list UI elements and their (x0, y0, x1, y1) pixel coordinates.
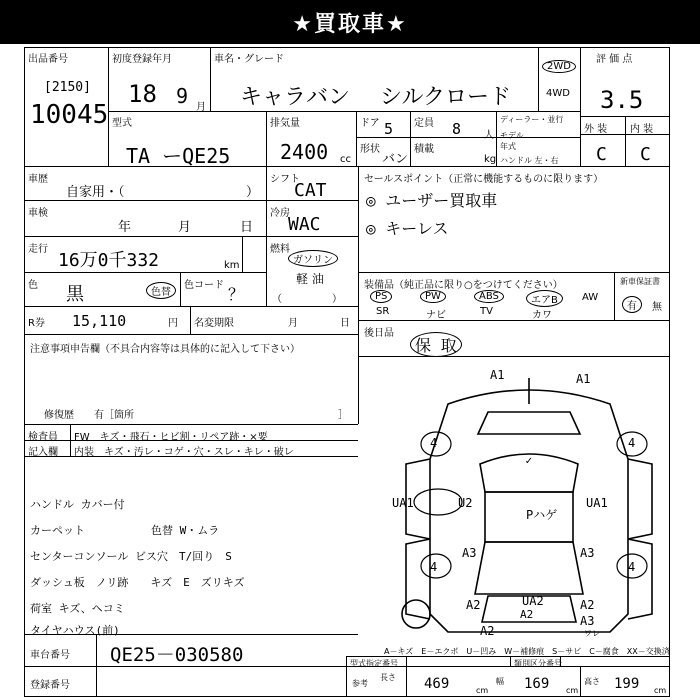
shift-value: CAT (294, 180, 327, 201)
car-type-value: 自家用・（ (66, 185, 125, 200)
mark-4-br: 4 (628, 560, 636, 574)
dealer-handle-label: ハンドル 左・右 (500, 156, 559, 165)
drive-2wd: 2WD (542, 60, 576, 73)
warranty-no: 無 (652, 302, 662, 313)
car-name-label: 車名・グレード (214, 54, 284, 65)
chassis-label: 車台番号 (30, 650, 70, 661)
selling-point-1: ◎ ユーザー買取車 (366, 191, 498, 210)
width-unit: cm (566, 686, 579, 695)
interior-label: 内 装 (630, 124, 654, 135)
damage-legend: A－キズ E－エクボ U－凹み W－補修痕 S－サビ C－腐食 XX－交換済 (384, 647, 670, 656)
color-value: 黒 (66, 284, 84, 305)
equip-kawa: カワ (532, 310, 552, 321)
drive-4wd: 4WD (546, 88, 570, 99)
class-label: 類別区分番号 (514, 659, 562, 668)
first-reg-month-unit: 月 (196, 102, 206, 113)
mark-ua1-right: UA1 (586, 496, 608, 510)
doors-value: 5 (384, 120, 394, 138)
chassis-value: QE25－030580 (110, 644, 244, 666)
note-line-5: 荷室 キズ、ヘコミ (30, 602, 125, 615)
equip-navi: ナビ (426, 310, 446, 321)
shift-label: シフト (270, 174, 300, 185)
lot-label: 出品番号 (28, 54, 68, 65)
equip-abs: ABS (474, 290, 504, 303)
equipment-label: 装備品（純正品に限り○をつけてください） (364, 280, 563, 291)
mark-u2: U2 (458, 496, 473, 510)
inspection-year: 年 (118, 220, 132, 235)
change-deadline-day: 日 (340, 318, 350, 329)
height-label: 高さ (584, 677, 600, 686)
score-value: 3.5 (600, 86, 644, 114)
note-line-6: タイヤハウス(前) (30, 624, 120, 637)
first-reg-month: 9 (176, 84, 189, 108)
height-value: 199 (614, 676, 640, 692)
length-label: 長さ (380, 673, 396, 682)
equip-airbag: エアB (526, 290, 563, 307)
fuel-diesel: 軽 油 (296, 272, 324, 286)
fuel-paren: （ ） (272, 294, 342, 305)
color-change: 色替 (146, 282, 176, 299)
height-unit: cm (654, 686, 667, 695)
spec-ref: 参考 (352, 679, 368, 688)
color-code-label: 色コード (184, 280, 224, 291)
lot-code: [2150] (44, 80, 91, 95)
car-name: キャラバン (240, 85, 351, 110)
mark-a3-bottom: A3 (580, 614, 595, 628)
equip-aw: AW (582, 292, 599, 303)
mark-a2-left: A2 (466, 598, 481, 612)
width-value: 169 (524, 676, 550, 692)
payload-unit: kg (484, 154, 497, 165)
mark-a2-bottom: A2 (480, 624, 495, 638)
interior-grade: C (640, 144, 651, 165)
equip-tv: TV (480, 306, 493, 317)
color-code-value: ？ (228, 285, 245, 304)
later-items-label: 後日品 (364, 328, 394, 339)
warranty-yes: 有 (622, 296, 642, 313)
inspector-label: 検査員 (28, 432, 58, 443)
note-line-1: ハンドル カバー付 (30, 498, 125, 511)
selling-point-2-text: キーレス (385, 219, 449, 238)
inspector-marks: FW キズ・飛石・ヒビ割・リペア跡・×要 (74, 432, 268, 443)
doors-label: ドア (360, 118, 380, 129)
note-line-2: カーペット 色替 W・ムラ (30, 524, 220, 537)
first-reg-label: 初度登録年月 (112, 54, 172, 65)
recorder-label: 記入欄 (28, 447, 58, 458)
change-deadline-month: 月 (288, 318, 298, 329)
mark-ware: ワレ (584, 629, 600, 638)
mark-a2-center: A2 (520, 608, 534, 621)
car-grade: シルクロード (380, 85, 512, 110)
warranty-label: 新車保証書 (620, 277, 660, 286)
fuel-gasoline: ガソリン (288, 250, 338, 267)
width-label: 幅 (496, 677, 504, 686)
ac-label: 冷房 (270, 208, 290, 219)
fuel-label: 燃料 (270, 244, 290, 255)
equip-pw: PW (420, 290, 446, 303)
type-cert-label: 型式指定番号 (350, 659, 398, 668)
mark-a3-right: A3 (580, 546, 595, 560)
length-unit: cm (476, 686, 489, 695)
ac-value: WAC (288, 214, 321, 235)
mark-4-bl: 4 (430, 560, 438, 574)
mark-a1-right: A1 (576, 372, 591, 386)
repair-history: 修復歴 有［箇所 (44, 410, 134, 421)
mark-ua2: UA2 (522, 594, 544, 608)
mileage-label: 走行 (28, 244, 48, 255)
model-value: TA ーQE25 (126, 144, 231, 168)
recycle-value: 15,110 (72, 312, 127, 330)
note-line-3: センターコンソール ビス穴 T/回り S (30, 550, 232, 563)
reg-no-label: 登録番号 (30, 680, 70, 691)
shape-label: 形状 (360, 144, 380, 155)
capacity-unit: 人 (484, 130, 494, 141)
car-type-label: 車歴 (28, 174, 48, 185)
mileage-value: 16万0千332 (58, 250, 160, 271)
mark-a3-left: A3 (462, 546, 477, 560)
payload-label: 積載 (414, 144, 434, 155)
dealer-year-label: 年式 (500, 142, 516, 151)
capacity-value: 8 (452, 120, 462, 138)
dealer-label: ディーラー・並行 (500, 115, 564, 124)
recorder-marks: 内装 キズ・汚レ・コゲ・穴・スレ・キレ・破レ (74, 447, 294, 458)
repair-history-close: ］ (338, 410, 348, 421)
shape-value: バン (382, 152, 409, 167)
exterior-label: 外 装 (584, 124, 608, 135)
selling-points-label: セールスポイント（正常に機能するものに限ります） (364, 174, 604, 185)
sheet-title: ★買取車★ (0, 0, 700, 44)
notes-label: 注意事項申告欄（不具合内容等は具体的に記入して下さい） (30, 344, 300, 355)
inspection-label: 車検 (28, 208, 48, 219)
svg-text:✓: ✓ (524, 456, 534, 467)
inspection-month: 月 (178, 220, 192, 235)
mark-phage: Pハゲ (526, 508, 558, 522)
selling-point-1-text: ユーザー買取車 (385, 191, 498, 210)
exterior-grade: C (596, 144, 607, 165)
change-deadline-label: 名変期限 (194, 318, 234, 329)
mark-4-tl: 4 (430, 436, 438, 450)
mark-ua1-left: UA1 (392, 496, 414, 510)
mark-4-tr: 4 (628, 436, 636, 450)
length-value: 469 (424, 676, 450, 692)
recycle-unit: 円 (168, 318, 178, 329)
later-items-value: 保 取 (410, 332, 462, 357)
equip-ps: PS (370, 290, 392, 303)
model-label: 型式 (112, 118, 132, 129)
capacity-label: 定員 (414, 118, 434, 129)
equip-sr: SR (376, 306, 390, 317)
displacement-value: 2400 (280, 140, 329, 164)
mileage-unit: km (224, 260, 240, 271)
inspection-day: 日 (240, 220, 254, 235)
dealer-model-label: モデル (500, 131, 524, 140)
displacement-unit: cc (340, 154, 351, 165)
car-type-close: ） (246, 185, 260, 200)
score-label: 評 価 点 (596, 54, 633, 65)
first-reg-year: 18 (128, 80, 157, 108)
mark-a1-left: A1 (490, 368, 505, 382)
displacement-label: 排気量 (270, 118, 300, 129)
selling-point-2: ◎ キーレス (366, 219, 449, 238)
lot-number: 10045 (30, 100, 109, 130)
mark-a2-right: A2 (580, 598, 595, 612)
recycle-label: R券 (28, 318, 45, 329)
note-line-4: ダッシュ板 ノリ跡 キズ E ズリキズ (30, 576, 245, 589)
color-label: 色 (28, 280, 38, 291)
